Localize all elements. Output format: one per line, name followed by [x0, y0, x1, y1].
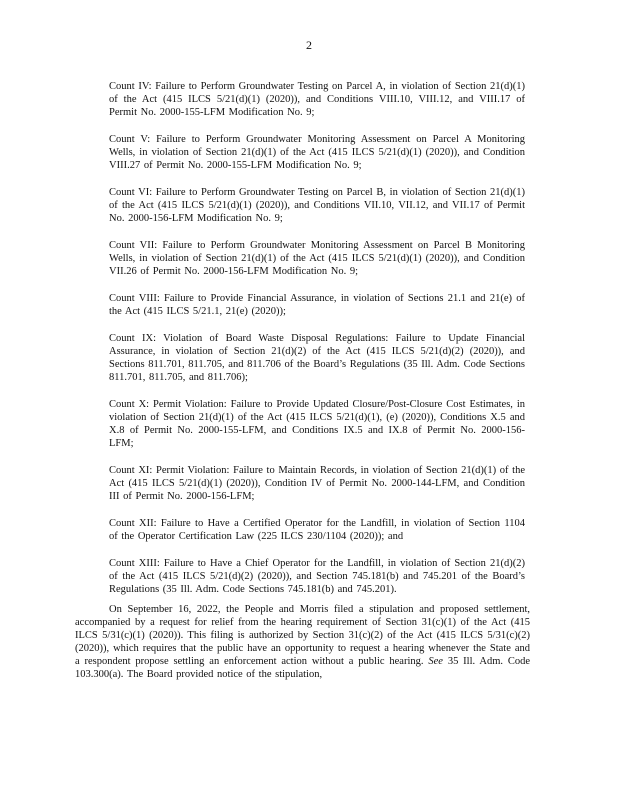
count-iv: Count IV: Failure to Perform Groundwater Testing on Parcel A, in violation of Section 21(d)(1) of the Act (415 ILCS 5/21(d)(1) (2020)), and Conditions VIII.10, VIII.12, and VIII.17 of Permit No. 2000-155-LFM Modification No. 9; — [109, 81, 525, 118]
count-viii: Count VIII: Failure to Provide Financial Assurance, in violation of Sections 21.1 and 21(e) of the Act (415 ILCS 5/21.1, 21(e) (2020)); — [109, 293, 525, 317]
count-x: Count X: Permit Violation: Failure to Provide Updated Closure/Post-Closure Cost Estimates, in violation of Section 21(d)(1) of the Act (415 ILCS 5/21(d)(1), (e) (2020)), Conditions X.5 and X.8 of Permit No. 2000-155-LFM, and Conditions IX.5 and IX.8 of Permit No. 2000-156-LFM; — [109, 399, 525, 449]
count-vi: Count VI: Failure to Perform Groundwater Testing on Parcel B, in violation of Section 21(d)(1) of the Act (415 ILCS 5/21(d)(1) (2020)), and Conditions VII.10, VII.12, and VII.17 of Permit No. 2000-156-LFM Modification No. 9; — [109, 187, 525, 224]
counts-list — [109, 80, 525, 610]
count-v: Count V: Failure to Perform Groundwater Monitoring Assessment on Parcel A Monitoring Wells, in violation of Section 21(d)(1) of the Act (415 ILCS 5/21(d)(1) (2020)), and Condition VIII.27 of Permit No. 2000-155-LFM Modification No. 9; — [109, 134, 525, 171]
closing-tail: 35 Ill. Adm. Code 103.300(a). The Board provided notice of the stipulation, — [75, 656, 531, 680]
closing-lead: On September 16, 2022, the People and Morris filed a stipulation and proposed settlement, accompanied by a request for relief from the hearing requirement of Section 31(c)(1) of the Act (415 ILCS 5/31(c)(1) (2020)). This filing is authorized by Section 31(c)(2) of the Act (415 ILCS 5/31(c)(2) (2020)), which requires that the public have an opportunity to request a hearing whenever the State and a respondent propose settling an enforcement action without a public hearing. — [75, 604, 530, 667]
count-vii: Count VII: Failure to Perform Groundwater Monitoring Assessment on Parcel B Monitoring Wells, in violation of Section 21(d)(1) of the Act (415 ILCS 5/21(d)(1) (2020)), and Condition VII.26 of Permit No. 2000-156-LFM Modification No. 9; — [109, 240, 525, 277]
count-xii: Count XII: Failure to Have a Certified Operator for the Landfill, in violation of Section 1104 of the Operator Certification Law (225 ILCS 230/1104 (2020)); and — [109, 518, 525, 542]
page-number: 2 — [306, 38, 312, 52]
see-signal: See — [428, 656, 443, 667]
count-ix: Count IX: Violation of Board Waste Disposal Regulations: Failure to Update Financial Assurance, in violation of Section 21(d)(2) of the Act (415 ILCS 5/21(d)(2) (2020)), and Sections 811.701, 811.705, and 811.706 of the Board’s Regulations (35 Ill. Adm. Code Sections 811.701, 811.705, and 811.706); — [109, 333, 525, 383]
count-xi: Count XI: Permit Violation: Failure to Maintain Records, in violation of Section 21(d)(1) of the Act (415 ILCS 5/21(d)(1) (2020)), Condition IV of Permit No. 2000-144-LFM, and Condition III of Permit No. 2000-156-LFM; — [109, 465, 525, 502]
closing-paragraph — [75, 603, 530, 681]
count-xiii: Count XIII: Failure to Have a Chief Operator for the Landfill, in violation of Section 21(d)(2) of the Act (415 ILCS 5/21(d)(2) (2020)), and Section 745.181(b) and 745.201 of the Board’s Regulations (35 Ill. Adm. Code Sections 745.181(b) and 745.201). — [109, 558, 525, 595]
